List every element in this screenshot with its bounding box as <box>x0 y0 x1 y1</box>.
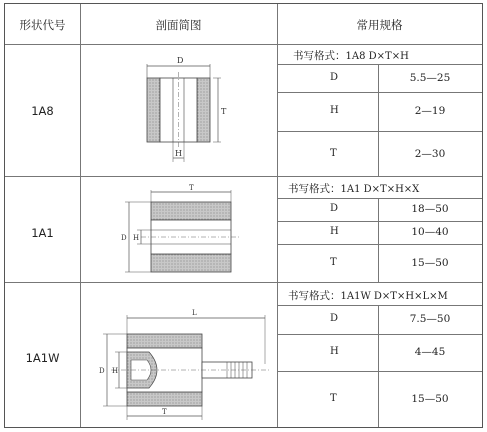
row-divider <box>277 64 482 65</box>
format-value: 1A8 D×T×H <box>345 51 409 62</box>
spec-param: T <box>330 148 337 159</box>
dimension-l-label: L <box>192 309 197 317</box>
header-common-specs: 常用规格 <box>356 18 403 32</box>
dimension-h-label: H <box>175 149 182 158</box>
format-value: 1A1W D×T×H×L×M <box>340 291 448 302</box>
row-divider <box>277 244 482 245</box>
dimension-t-label: T <box>162 408 167 416</box>
section-diagram-1a1 <box>111 182 251 278</box>
spec-range: 18—50 <box>411 203 449 215</box>
row-divider <box>277 221 482 222</box>
col-divider <box>80 4 81 427</box>
row-divider <box>277 198 482 199</box>
spec-param: T <box>330 393 337 404</box>
section-diagram-1a1w <box>97 300 275 424</box>
row-divider <box>5 282 482 283</box>
shape-code-1a8: 1A8 <box>31 104 54 118</box>
spec-param: D <box>330 72 339 83</box>
spec-param: H <box>330 346 339 357</box>
row-divider <box>277 131 482 132</box>
header-shape-code: 形状代号 <box>19 18 66 32</box>
dimension-d-label: D <box>177 56 184 65</box>
spec-range: 4—45 <box>414 346 446 358</box>
spec-range: 7.5—50 <box>409 313 451 325</box>
spec-param: T <box>330 257 337 268</box>
dimension-d-label: D <box>121 234 127 242</box>
spec-range: 2—30 <box>414 148 446 160</box>
row-divider <box>277 92 482 93</box>
format-value: 1A1 D×T×H×X <box>340 184 420 195</box>
format-label: 书写格式： <box>288 290 341 302</box>
dimension-h-label: H <box>133 234 140 242</box>
dimension-d-label: D <box>99 367 105 375</box>
spec-range: 2—19 <box>414 105 446 117</box>
format-line-1a1w <box>288 288 448 303</box>
row-divider <box>277 305 482 306</box>
dimension-t-label: T <box>221 107 227 116</box>
row-divider <box>277 334 482 335</box>
spec-range: 5.5—25 <box>409 72 451 84</box>
shape-code-1a1w: 1A1W <box>25 351 60 365</box>
col-divider <box>277 4 278 427</box>
section-diagram-1a8 <box>125 52 235 170</box>
dimension-h-label: H <box>112 367 119 375</box>
shape-code-1a1: 1A1 <box>31 226 54 240</box>
spec-range: 15—50 <box>411 393 449 405</box>
spec-table <box>4 3 483 428</box>
spec-range: 10—40 <box>411 226 449 238</box>
spec-param: D <box>330 203 339 214</box>
row-divider <box>5 176 482 177</box>
spec-param: D <box>330 313 339 324</box>
spec-param: H <box>330 105 339 116</box>
dimension-t-label: T <box>189 184 194 192</box>
spec-param: H <box>330 226 339 237</box>
row-divider <box>277 371 482 372</box>
format-label: 书写格式： <box>293 50 346 62</box>
format-line-1a8 <box>293 48 409 63</box>
spec-range: 15—50 <box>411 257 449 269</box>
header-section-view: 剖面简图 <box>155 18 202 32</box>
format-label: 书写格式： <box>288 183 341 195</box>
row-divider <box>5 44 482 45</box>
format-line-1a1 <box>288 181 419 196</box>
